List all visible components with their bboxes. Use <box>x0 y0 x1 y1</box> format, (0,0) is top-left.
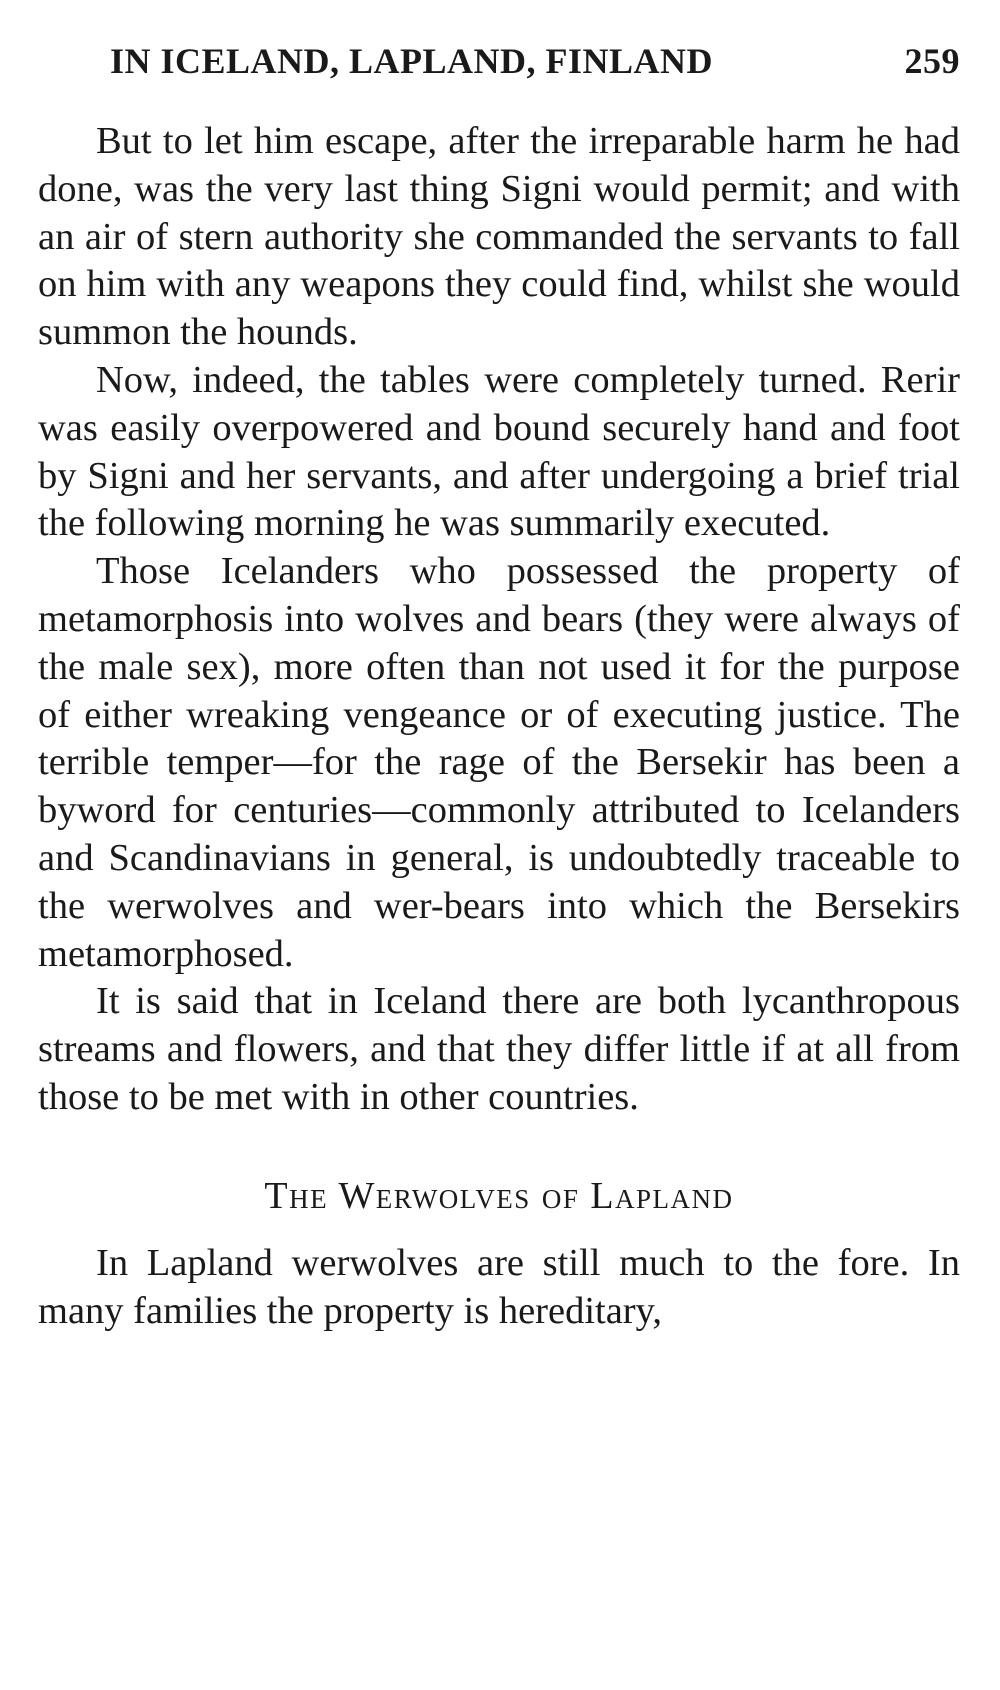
running-head <box>110 40 960 90</box>
paragraph-lapland-werwolves: In Lapland werwolves are still much to the fore. In many families the property is hereditary, <box>38 1241 960 1332</box>
body-text <box>38 118 960 1335</box>
page-number: 259 <box>904 41 960 81</box>
paragraph-rerir-executed: Now, indeed, the tables were completely turned. Rerir was easily overpowered and bound securely hand and foot by Signi and her servants, and after undergoing a brief trial the following morning he was summarily executed. <box>38 358 960 545</box>
section-heading: The Werwolves of Lapland <box>264 1174 734 1217</box>
running-title: IN ICELAND, LAPLAND, FINLAND <box>110 41 714 81</box>
paragraph-icelanders-metamorphosis: Those Icelanders who possessed the property of metamorphosis into wolves and bears (they were always of the male sex), more often than not used it for the purpose of either wreaking vengeance or of executing justice. The terrible temper—for the rage of the Bersekir has been a byword for centuries—commonly attributed to Icelanders and Scandinavians in general, is undoubtedly traceable to the werwolves and wer-bears into which the Bersekirs metamorphosed. <box>38 550 960 975</box>
paragraph-signi-commands: But to let him escape, after the irreparable harm he had done, was the very last thing Signi would permit; and with an air of stern authority she commanded the servants to fall on him with any weapons they could find, whilst she would summon the hounds. <box>38 120 960 354</box>
paragraph-lycanthropous-streams: It is said that in Iceland there are both lycanthropous streams and flowers, and that they differ little if at all from those to be met with in other countries. <box>38 980 960 1118</box>
